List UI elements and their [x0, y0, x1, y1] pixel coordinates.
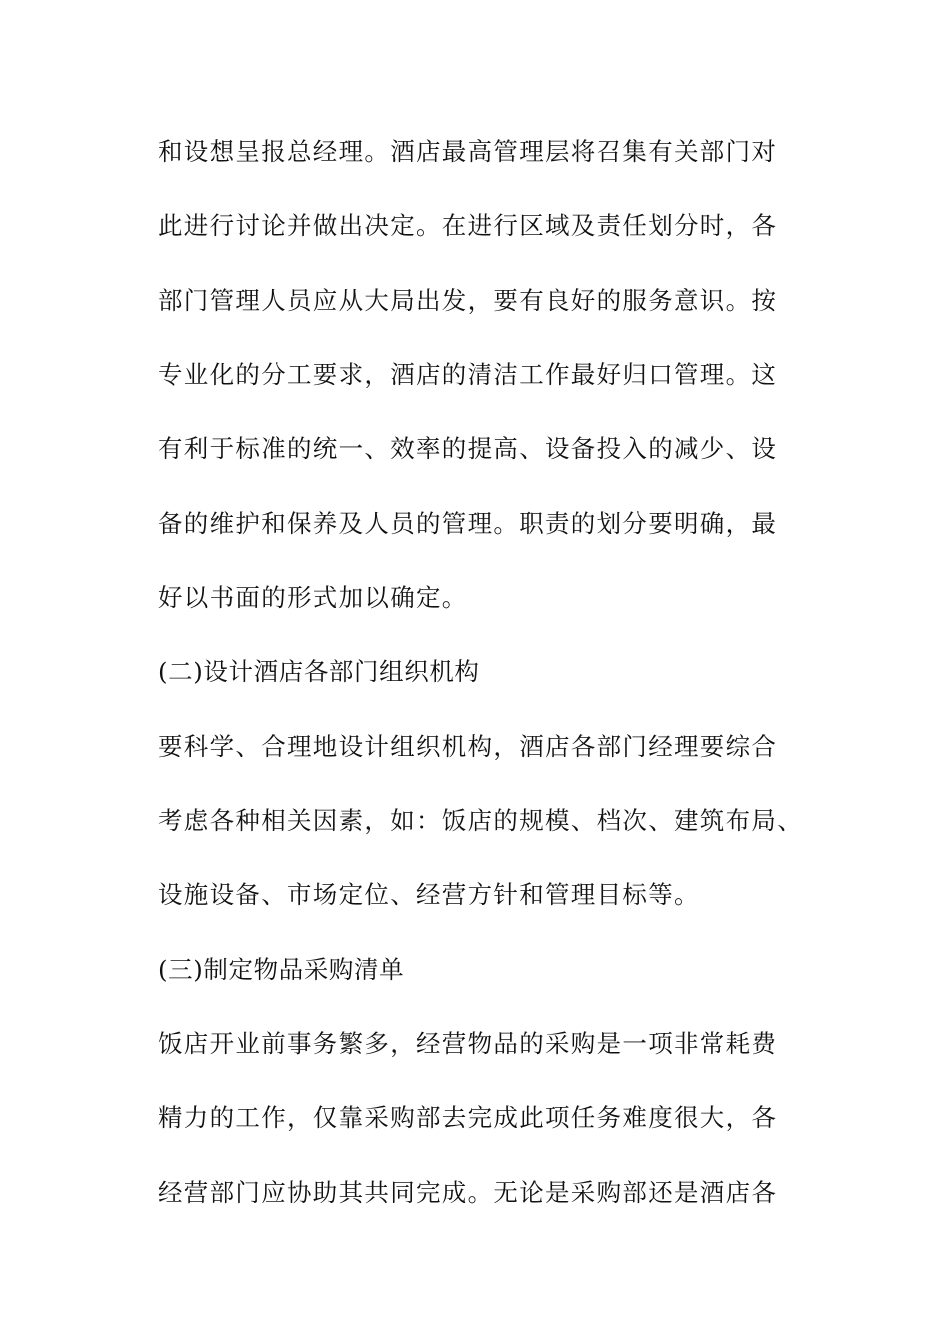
- paragraph-line: 备的维护和保养及人员的管理。职责的划分要明确，最: [158, 509, 778, 538]
- paragraph-line: 设施设备、市场定位、经营方针和管理目标等。: [158, 880, 700, 909]
- paragraph-line: 要科学、合理地设计组织机构，酒店各部门经理要综合: [158, 732, 778, 761]
- paragraph-line: 精力的工作，仅靠采购部去完成此项任务难度很大，各: [158, 1103, 778, 1132]
- paragraph-line: 专业化的分工要求，酒店的清洁工作最好归口管理。这: [158, 360, 778, 389]
- paragraph-line: 有利于标准的统一、效率的提高、设备投入的减少、设: [158, 434, 778, 463]
- paragraph-line: 考虑各种相关因素，如：饭店的规模、档次、建筑布局、: [158, 806, 803, 835]
- paragraph-line: 和设想呈报总经理。酒店最高管理层将召集有关部门对: [158, 137, 778, 166]
- paragraph-line: 此进行讨论并做出决定。在进行区域及责任划分时，各: [158, 211, 778, 240]
- paragraph-line: 部门管理人员应从大局出发，要有良好的服务意识。按: [158, 286, 778, 315]
- paragraph-line: 经营部门应协助其共同完成。无论是采购部还是酒店各: [158, 1178, 778, 1207]
- paragraph-line: 饭店开业前事务繁多，经营物品的采购是一项非常耗费: [158, 1029, 778, 1058]
- section-heading: (三)制定物品采购清单: [158, 955, 405, 984]
- paragraph-line: 好以书面的形式加以确定。: [158, 583, 468, 612]
- section-heading: (二)设计酒店各部门组织机构: [158, 657, 480, 686]
